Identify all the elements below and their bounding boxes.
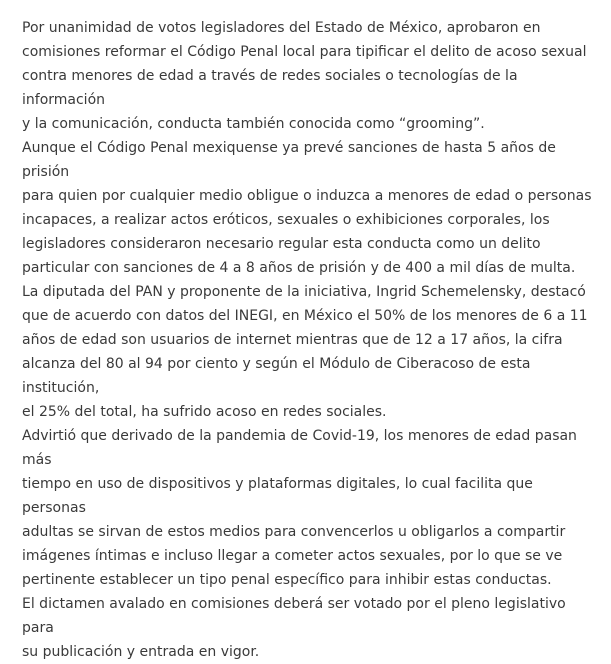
- article-paragraph: Advirtió que derivado de la pandemia de Covid-19, los menores de edad pasan más tiempo en uso de dispositivos y plataformas digitales, lo cual facilita que personas adultas se sirvan de estos medios para convencerlos u obligarlos a compartir imágenes íntimas e incluso llegar a cometer actos sexuales, por lo que se ve pertinente establecer un tipo penal específico para inhibir estas conductas.: [22, 428, 577, 588]
- article-paragraph: Por unanimidad de votos legisladores del Estado de México, aprobaron en comisiones reformar el Código Penal local para tipificar el delito de acoso sexual contra menores de edad a través de redes sociales o tecnologías de la información y la comunicación, conducta también conocida como “grooming”.: [22, 20, 587, 132]
- article-paragraph: El dictamen avalado en comisiones deberá ser votado por el pleno legislativo para su publicación y entrada en vigor.: [22, 596, 566, 660]
- article-paragraph: Aunque el Código Penal mexiquense ya prevé sanciones de hasta 5 años de prisión para quien por cualquier medio obligue o induzca a menores de edad o personas incapaces, a realizar actos eróticos, sexuales o exhibiciones corporales, los legisladores consideraron necesario regular esta conducta como un delito particular con sanciones de 4 a 8 años de prisión y de 400 a mil días de multa.: [22, 140, 592, 276]
- article-paragraph: La diputada del PAN y proponente de la iniciativa, Ingrid Schemelensky, destacó que de acuerdo con datos del INEGI, en México el 50% de los menores de 6 a 11 años de edad son usuarios de internet mientras que de 12 a 17 años, la cifra alcanza del 80 al 94 por ciento y según el Módulo de Ciberacoso de esta institución, el 25% del total, ha sufrido acoso en redes sociales.: [22, 284, 588, 420]
- article-body: [22, 16, 592, 664]
